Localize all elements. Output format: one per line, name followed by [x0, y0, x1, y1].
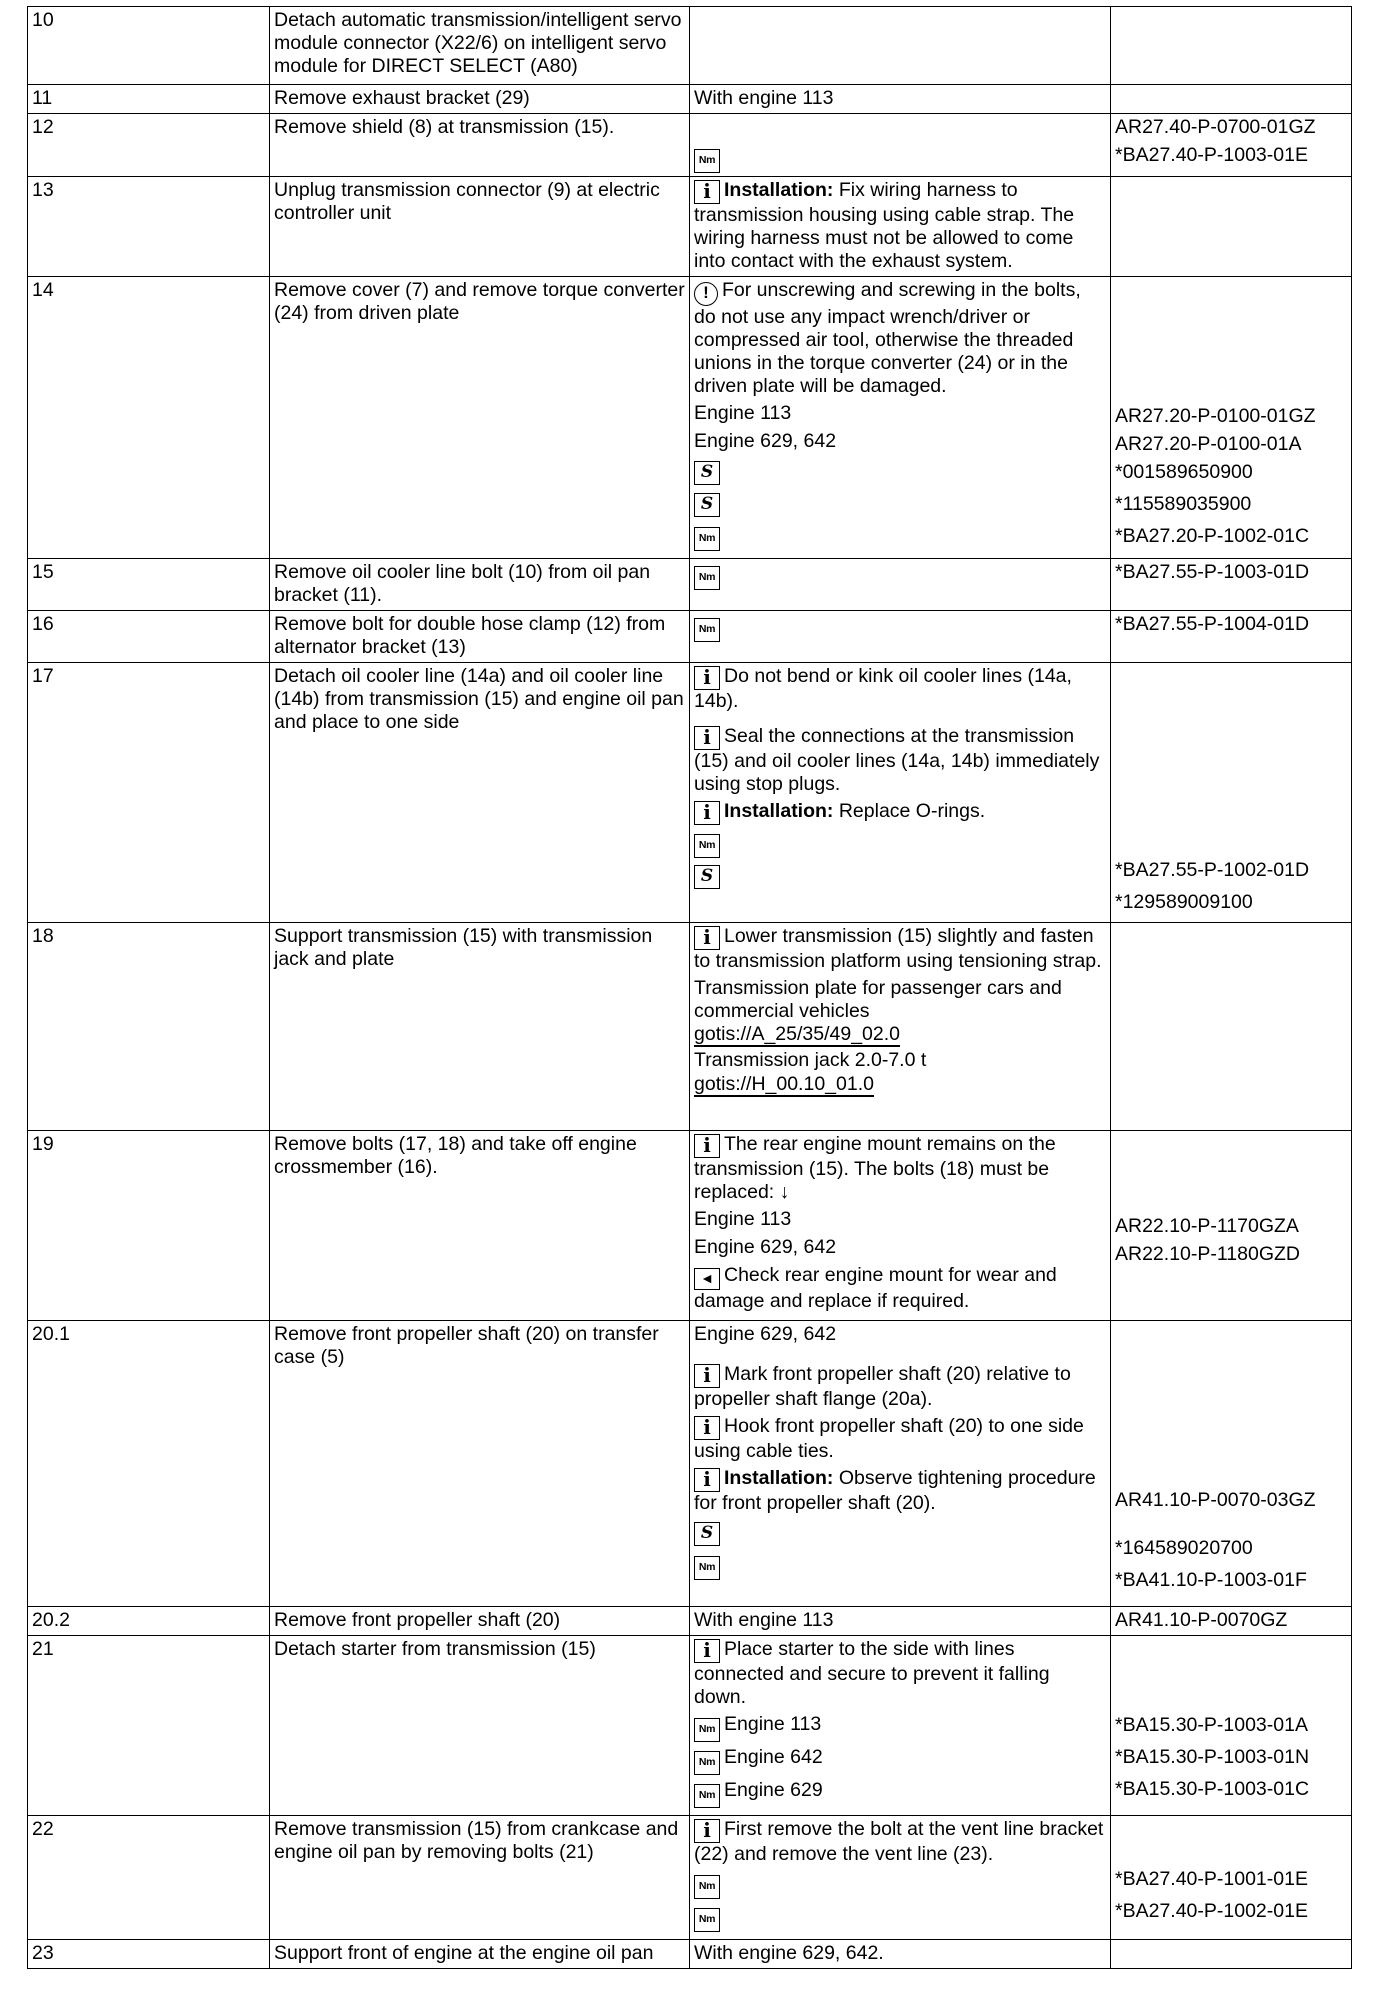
notes-cell [690, 923, 1111, 1131]
operation-text: Support front of engine at the engine oil pan [270, 1940, 690, 1969]
step-number: 19 [28, 1131, 270, 1321]
reference-cell [1111, 923, 1352, 1131]
torque-icon: Nm [694, 527, 720, 551]
reference-code: *BA27.20-P-1002-01C [1115, 525, 1310, 547]
reference-code: *BA27.55-P-1002-01D [1115, 859, 1310, 881]
note-text: Transmission jack 2.0-7.0 t [694, 1049, 927, 1071]
installation-label: Installation: [724, 1467, 834, 1489]
table-row [28, 1321, 1352, 1607]
table-row [28, 611, 1352, 663]
notes-cell [690, 1607, 1111, 1636]
reference-cell [1111, 177, 1352, 277]
reference-code: AR41.10-P-0070-03GZ [1115, 1489, 1316, 1511]
reference-code: AR22.10-P-1180GZD [1115, 1243, 1300, 1265]
note-text: Engine 629 [724, 1779, 823, 1801]
note-text: For unscrewing and screwing in the bolts, do not use any impact wrench/driver or compressed air tool, otherwise the threaded unions in the torque converter (24) or in the driven plate will be damaged. [694, 279, 1081, 397]
reference-code: *BA15.30-P-1003-01A [1115, 1714, 1308, 1736]
reference-code: AR41.10-P-0070GZ [1115, 1609, 1288, 1631]
info-icon: i [694, 1364, 720, 1388]
reference-code: *BA27.40-P-1001-01E [1115, 1868, 1308, 1890]
step-number: 15 [28, 559, 270, 611]
reference-cell [1111, 1131, 1352, 1321]
table-row [28, 923, 1352, 1131]
reference-code: *BA27.55-P-1004-01D [1115, 613, 1310, 635]
table-row [28, 114, 1352, 177]
notes-cell [690, 7, 1111, 85]
step-number: 12 [28, 114, 270, 177]
table-row [28, 277, 1352, 559]
operation-text: Remove front propeller shaft (20) [270, 1607, 690, 1636]
gotis-link[interactable]: gotis://H_00.10_01.0 [694, 1073, 874, 1095]
note-text: Engine 113 [694, 1208, 792, 1230]
note-text: First remove the bolt at the vent line bracket (22) and remove the vent line (23). [694, 1818, 1104, 1865]
reference-cell [1111, 1636, 1352, 1816]
note-text: With engine 629, 642. [694, 1942, 884, 1964]
reference-code: *BA27.40-P-1002-01E [1115, 1900, 1308, 1922]
reference-code: *001589650900 [1115, 461, 1253, 483]
step-number: 10 [28, 7, 270, 85]
reference-code: *BA27.55-P-1003-01D [1115, 561, 1310, 583]
reference-code: *BA27.40-P-1003-01E [1115, 144, 1308, 166]
note-text: Engine 642 [724, 1746, 823, 1768]
step-number: 23 [28, 1940, 270, 1969]
gotis-link[interactable]: gotis://A_25/35/49_02.0 [694, 1023, 900, 1045]
procedure-table [27, 6, 1352, 1969]
reference-code: AR27.20-P-0100-01A [1115, 433, 1302, 455]
reference-cell [1111, 559, 1352, 611]
info-icon: i [694, 1468, 720, 1492]
reference-cell [1111, 1816, 1352, 1940]
notes-cell [690, 663, 1111, 923]
note-text: Engine 629, 642 [694, 1323, 837, 1345]
operation-text: Remove front propeller shaft (20) on transfer case (5) [270, 1321, 690, 1607]
note-text: Lower transmission (15) slightly and fasten to transmission platform using tensioning strap. [694, 925, 1102, 972]
reference-code: *BA41.10-P-1003-01F [1115, 1569, 1307, 1591]
table-row [28, 1131, 1352, 1321]
note-text: Engine 113 [724, 1713, 822, 1735]
step-number: 14 [28, 277, 270, 559]
step-number: 20.2 [28, 1607, 270, 1636]
check-arrow-icon: ◄ [694, 1268, 720, 1290]
reference-cell [1111, 611, 1352, 663]
operation-text: Support transmission (15) with transmission jack and plate [270, 923, 690, 1131]
reference-cell [1111, 7, 1352, 85]
reference-code: *BA15.30-P-1003-01C [1115, 1778, 1310, 1800]
table-row [28, 663, 1352, 923]
installation-label: Installation: [724, 179, 834, 201]
note-text: Engine 113 [694, 402, 792, 424]
notes-cell [690, 559, 1111, 611]
step-number: 21 [28, 1636, 270, 1816]
special-tool-icon: S [694, 865, 720, 889]
info-icon: i [694, 926, 720, 950]
note-text: Seal the connections at the transmission (15) and oil cooler lines (14a, 14b) immediately using stop plugs. [694, 725, 1100, 795]
table-row [28, 1607, 1352, 1636]
note-text: Observe tightening procedure for front propeller shaft (20). [694, 1467, 1096, 1514]
notes-cell [690, 611, 1111, 663]
torque-icon: Nm [694, 1718, 720, 1742]
torque-icon: Nm [694, 618, 720, 642]
torque-icon: Nm [694, 566, 720, 590]
info-icon: i [694, 1416, 720, 1440]
table-row [28, 7, 1352, 85]
step-number: 18 [28, 923, 270, 1131]
torque-icon: Nm [694, 1556, 720, 1580]
note-text: Engine 629, 642 [694, 1236, 837, 1258]
notes-cell [690, 277, 1111, 559]
note-text: Mark front propeller shaft (20) relative to propeller shaft flange (20a). [694, 1363, 1071, 1410]
notes-cell [690, 1940, 1111, 1969]
operation-text: Remove shield (8) at transmission (15). [270, 114, 690, 177]
note-text: Do not bend or kink oil cooler lines (14a, 14b). [694, 665, 1072, 712]
info-icon: i [694, 666, 720, 690]
step-number: 16 [28, 611, 270, 663]
table-row [28, 177, 1352, 277]
operation-text: Remove oil cooler line bolt (10) from oil pan bracket (11). [270, 559, 690, 611]
warning-icon: ! [694, 282, 718, 306]
reference-code: AR27.20-P-0100-01GZ [1115, 405, 1316, 427]
torque-icon: Nm [694, 1751, 720, 1775]
reference-cell [1111, 277, 1352, 559]
info-icon: i [694, 1639, 720, 1663]
installation-label: Installation: [724, 800, 834, 822]
reference-code: *164589020700 [1115, 1537, 1253, 1559]
reference-cell [1111, 1607, 1352, 1636]
note-text: With engine 113 [694, 1609, 834, 1631]
note-text: The rear engine mount remains on the transmission (15). The bolts (18) must be replaced: ↓ [694, 1133, 1056, 1203]
special-tool-icon: S [694, 1522, 720, 1546]
torque-icon: Nm [694, 1784, 720, 1808]
reference-cell [1111, 85, 1352, 114]
note-text: Engine 629, 642 [694, 430, 837, 452]
note-text: Transmission plate for passenger cars and commercial vehicles [694, 977, 1062, 1022]
info-icon: i [694, 1819, 720, 1843]
note-text: Hook front propeller shaft (20) to one side using cable ties. [694, 1415, 1084, 1462]
reference-code: AR22.10-P-1170GZA [1115, 1215, 1299, 1237]
reference-cell [1111, 114, 1352, 177]
operation-text: Remove bolts (17, 18) and take off engine crossmember (16). [270, 1131, 690, 1321]
operation-text: Detach automatic transmission/intelligent servo module connector (X22/6) on intelligent servo module for DIRECT SELECT (A80) [270, 7, 690, 85]
operation-text: Remove exhaust bracket (29) [270, 85, 690, 114]
operation-text: Remove bolt for double hose clamp (12) from alternator bracket (13) [270, 611, 690, 663]
special-tool-icon: S [694, 461, 720, 485]
operation-text: Unplug transmission connector (9) at electric controller unit [270, 177, 690, 277]
notes-cell [690, 114, 1111, 177]
reference-code: *129589009100 [1115, 891, 1253, 913]
torque-icon: Nm [694, 149, 720, 173]
reference-cell [1111, 1940, 1352, 1969]
step-number: 13 [28, 177, 270, 277]
notes-cell [690, 85, 1111, 114]
table-row [28, 1636, 1352, 1816]
reference-cell [1111, 1321, 1352, 1607]
operation-text: Remove transmission (15) from crankcase and engine oil pan by removing bolts (21) [270, 1816, 690, 1940]
notes-cell [690, 1131, 1111, 1321]
step-number: 22 [28, 1816, 270, 1940]
reference-code: AR27.40-P-0700-01GZ [1115, 116, 1316, 138]
special-tool-icon: S [694, 493, 720, 517]
torque-icon: Nm [694, 1875, 720, 1899]
note-text: Replace O-rings. [833, 800, 986, 822]
note-text: Check rear engine mount for wear and damage and replace if required. [694, 1264, 1057, 1312]
table-row [28, 85, 1352, 114]
operation-text: Detach starter from transmission (15) [270, 1636, 690, 1816]
step-number: 17 [28, 663, 270, 923]
notes-cell [690, 1321, 1111, 1607]
reference-code: *115589035900 [1115, 493, 1252, 515]
note-text: Fix wiring harness to transmission housing using cable strap. The wiring harness must not be allowed to come into contact with the exhaust system. [694, 179, 1075, 272]
info-icon: i [694, 801, 720, 825]
note-text: Place starter to the side with lines connected and secure to prevent it falling down. [694, 1638, 1050, 1708]
step-number: 11 [28, 85, 270, 114]
notes-cell [690, 177, 1111, 277]
operation-text: Detach oil cooler line (14a) and oil cooler line (14b) from transmission (15) and engine oil pan and place to one side [270, 663, 690, 923]
operation-text: Remove cover (7) and remove torque converter (24) from driven plate [270, 277, 690, 559]
reference-code: *BA15.30-P-1003-01N [1115, 1746, 1310, 1768]
info-icon: i [694, 1134, 720, 1158]
step-number: 20.1 [28, 1321, 270, 1607]
info-icon: i [694, 726, 720, 750]
table-row [28, 1816, 1352, 1940]
notes-cell [690, 1636, 1111, 1816]
notes-cell [690, 1816, 1111, 1940]
reference-cell [1111, 663, 1352, 923]
torque-icon: Nm [694, 1908, 720, 1932]
note-text: With engine 113 [694, 87, 834, 109]
table-row [28, 1940, 1352, 1969]
info-icon: i [694, 180, 720, 204]
torque-icon: Nm [694, 834, 720, 858]
table-row [28, 559, 1352, 611]
